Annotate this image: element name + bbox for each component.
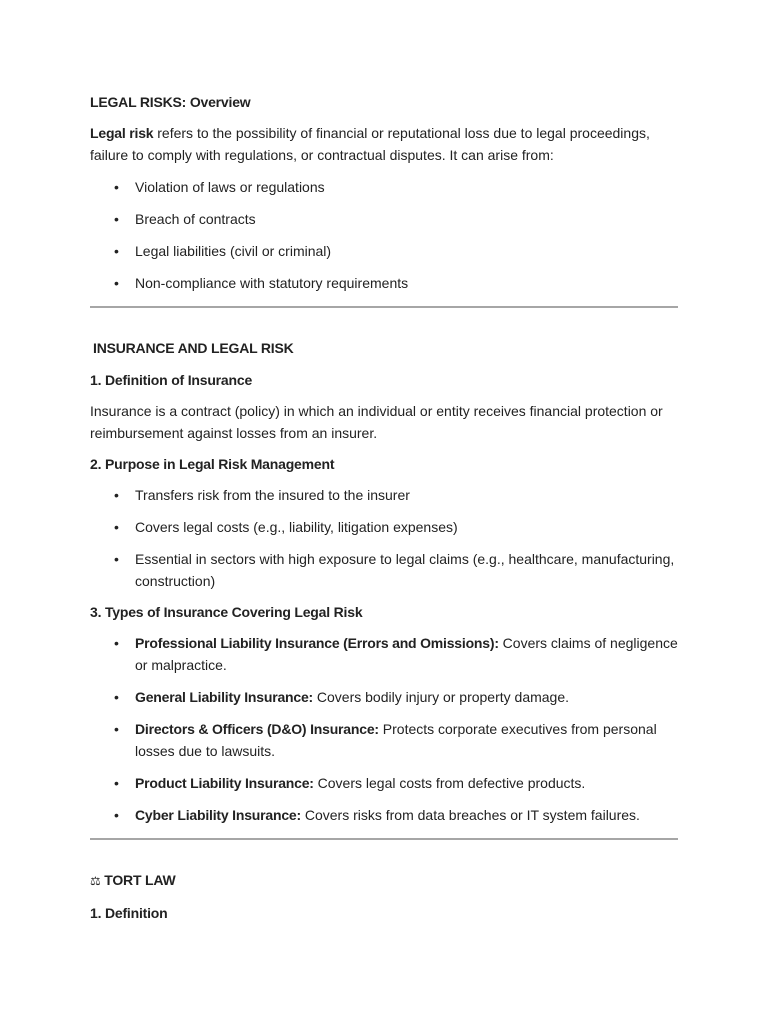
intro-text: refers to the possibility of financial or reputational loss due to legal proceedings, failure to comply with regulations, or contractual disputes. It can arise from: [90, 125, 650, 163]
insurance-s2-list [90, 484, 678, 592]
list-item: • Legal liabilities (civil or criminal) [90, 240, 678, 262]
insurance-s3-list [90, 632, 678, 826]
intro-term: Legal risk [90, 125, 154, 141]
list-item: • Product Liability Insurance: Covers legal costs from defective products. [90, 772, 678, 794]
list-item: • Directors & Officers (D&O) Insurance: Protects corporate executives from personal losses due to lawsuits. [90, 718, 678, 762]
bullet-icon: • [114, 179, 119, 195]
section-divider [90, 838, 678, 840]
tort-heading-text: TORT LAW [104, 872, 176, 888]
section-divider [90, 306, 678, 308]
list-item: • Breach of contracts [90, 208, 678, 230]
bullet-icon: • [114, 721, 119, 737]
overview-list [90, 176, 678, 294]
list-item: • Covers legal costs (e.g., liability, litigation expenses) [90, 516, 678, 538]
overview-intro [90, 122, 678, 166]
list-item: • Cyber Liability Insurance: Covers risks from data breaches or IT system failures. [90, 804, 678, 826]
list-item: • Transfers risk from the insured to the insurer [90, 484, 678, 506]
scales-icon: ⚖ [90, 874, 101, 888]
bullet-icon: • [114, 243, 119, 259]
bullet-icon: • [114, 775, 119, 791]
tort-s1-title: 1. Definition [90, 905, 168, 921]
tort-heading [90, 870, 678, 891]
overview-heading: LEGAL RISKS: Overview [90, 94, 251, 110]
insurance-s3-title: 3. Types of Insurance Covering Legal Risk [90, 604, 363, 620]
list-item: • Professional Liability Insurance (Errors and Omissions): Covers claims of negligence or malpractice. [90, 632, 678, 676]
list-item: • Essential in sectors with high exposure to legal claims (e.g., healthcare, manufacturing, construction) [90, 548, 678, 592]
bullet-icon: • [114, 487, 119, 503]
bullet-icon: • [114, 635, 119, 651]
list-item: • Non-compliance with statutory requirements [90, 272, 678, 294]
list-item: • General Liability Insurance: Covers bodily injury or property damage. [90, 686, 678, 708]
insurance-heading: INSURANCE AND LEGAL RISK [93, 340, 294, 356]
bullet-icon: • [114, 211, 119, 227]
bullet-icon: • [114, 551, 119, 567]
bullet-icon: • [114, 807, 119, 823]
bullet-icon: • [114, 689, 119, 705]
insurance-s1-text: Insurance is a contract (policy) in which an individual or entity receives financial protection or reimbursement against losses from an insurer. [90, 403, 663, 441]
bullet-icon: • [114, 519, 119, 535]
list-item: • Violation of laws or regulations [90, 176, 678, 198]
insurance-s2-title: 2. Purpose in Legal Risk Management [90, 456, 335, 472]
insurance-s1-title: 1. Definition of Insurance [90, 372, 253, 388]
bullet-icon: • [114, 275, 119, 291]
